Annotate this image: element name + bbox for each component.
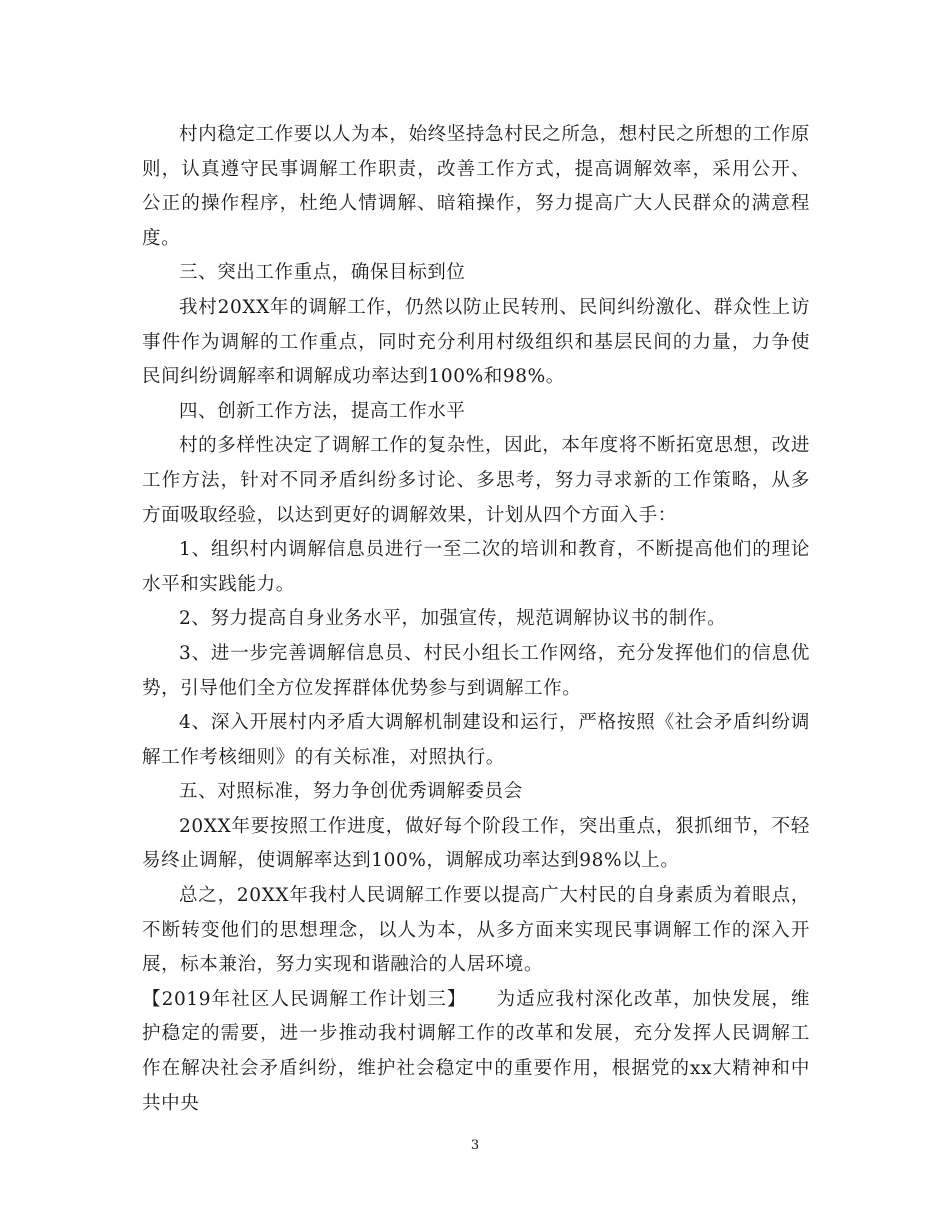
- page-number: 3: [470, 1138, 480, 1153]
- paragraph: 总之，20XX年我村人民调解工作要以提高广大村民的自身素质为着眼点，不断转变他们的思想理念，以人为本，从多方面来实现民事调解工作的深入开展，标本兼治，努力实现和谐融洽的人居环境。: [142, 885, 810, 976]
- paragraph: 【2019年社区人民调解工作计划三】 为适应我村深化改革，加快发展，维护稳定的需要，进一步推动我村调解工作的改革和发展，充分发挥人民调解工作在解决社会矛盾纠纷，维护社会稳定中的重要作用，根据党的xx大精神和中共中央: [142, 988, 810, 1114]
- section-heading: 五、对照标准，努力争创优秀调解委员会: [179, 781, 523, 803]
- list-item: 2、努力提高自身业务水平，加强宣传，规范调解协议书的制作。: [179, 608, 727, 630]
- list-item: 4、深入开展村内矛盾大调解机制建设和运行，严格按照《社会矛盾纠纷调解工作考核细则》的有关标准，对照执行。: [142, 712, 810, 768]
- section-heading: 三、突出工作重点，确保目标到位: [179, 262, 466, 284]
- paragraph: 20XX年要按照工作进度，做好每个阶段工作，突出重点，狠抓细节，不轻易终止调解，使调解率达到100%，调解成功率达到98%以上。: [142, 815, 810, 872]
- paragraph: 我村20XX年的调解工作，仍然以防止民转刑、民间纠纷激化、群众性上访事件作为调解的工作重点，同时充分利用村级组织和基层民间的力量，力争使民间纠纷调解率和调解成功率达到100%和98%。: [142, 296, 810, 388]
- document-body: [142, 118, 810, 1121]
- section-heading: 四、创新工作方法，提高工作水平: [179, 400, 466, 422]
- list-item: 1、组织村内调解信息员进行一至二次的培训和教育，不断提高他们的理论水平和实践能力。: [142, 539, 810, 595]
- paragraph: 村内稳定工作要以人为本，始终坚持急村民之所急，想村民之所想的工作原则，认真遵守民事调解工作职责，改善工作方式，提高调解效率，采用公开、公正的操作程序，杜绝人情调解、暗箱操作，努力提高广大人民群众的满意程度。: [142, 124, 810, 249]
- list-item: 3、进一步完善调解信息员、村民小组长工作网络，充分发挥他们的信息优势，引导他们全方位发挥群体优势参与到调解工作。: [142, 642, 810, 699]
- paragraph: 村的多样性决定了调解工作的复杂性，因此，本年度将不断拓宽思想，改进工作方法，针对不同矛盾纠纷多讨论、多思考，努力寻求新的工作策略，从多方面吸取经验，以达到更好的调解效果，计划从四个方面入手：: [142, 435, 810, 526]
